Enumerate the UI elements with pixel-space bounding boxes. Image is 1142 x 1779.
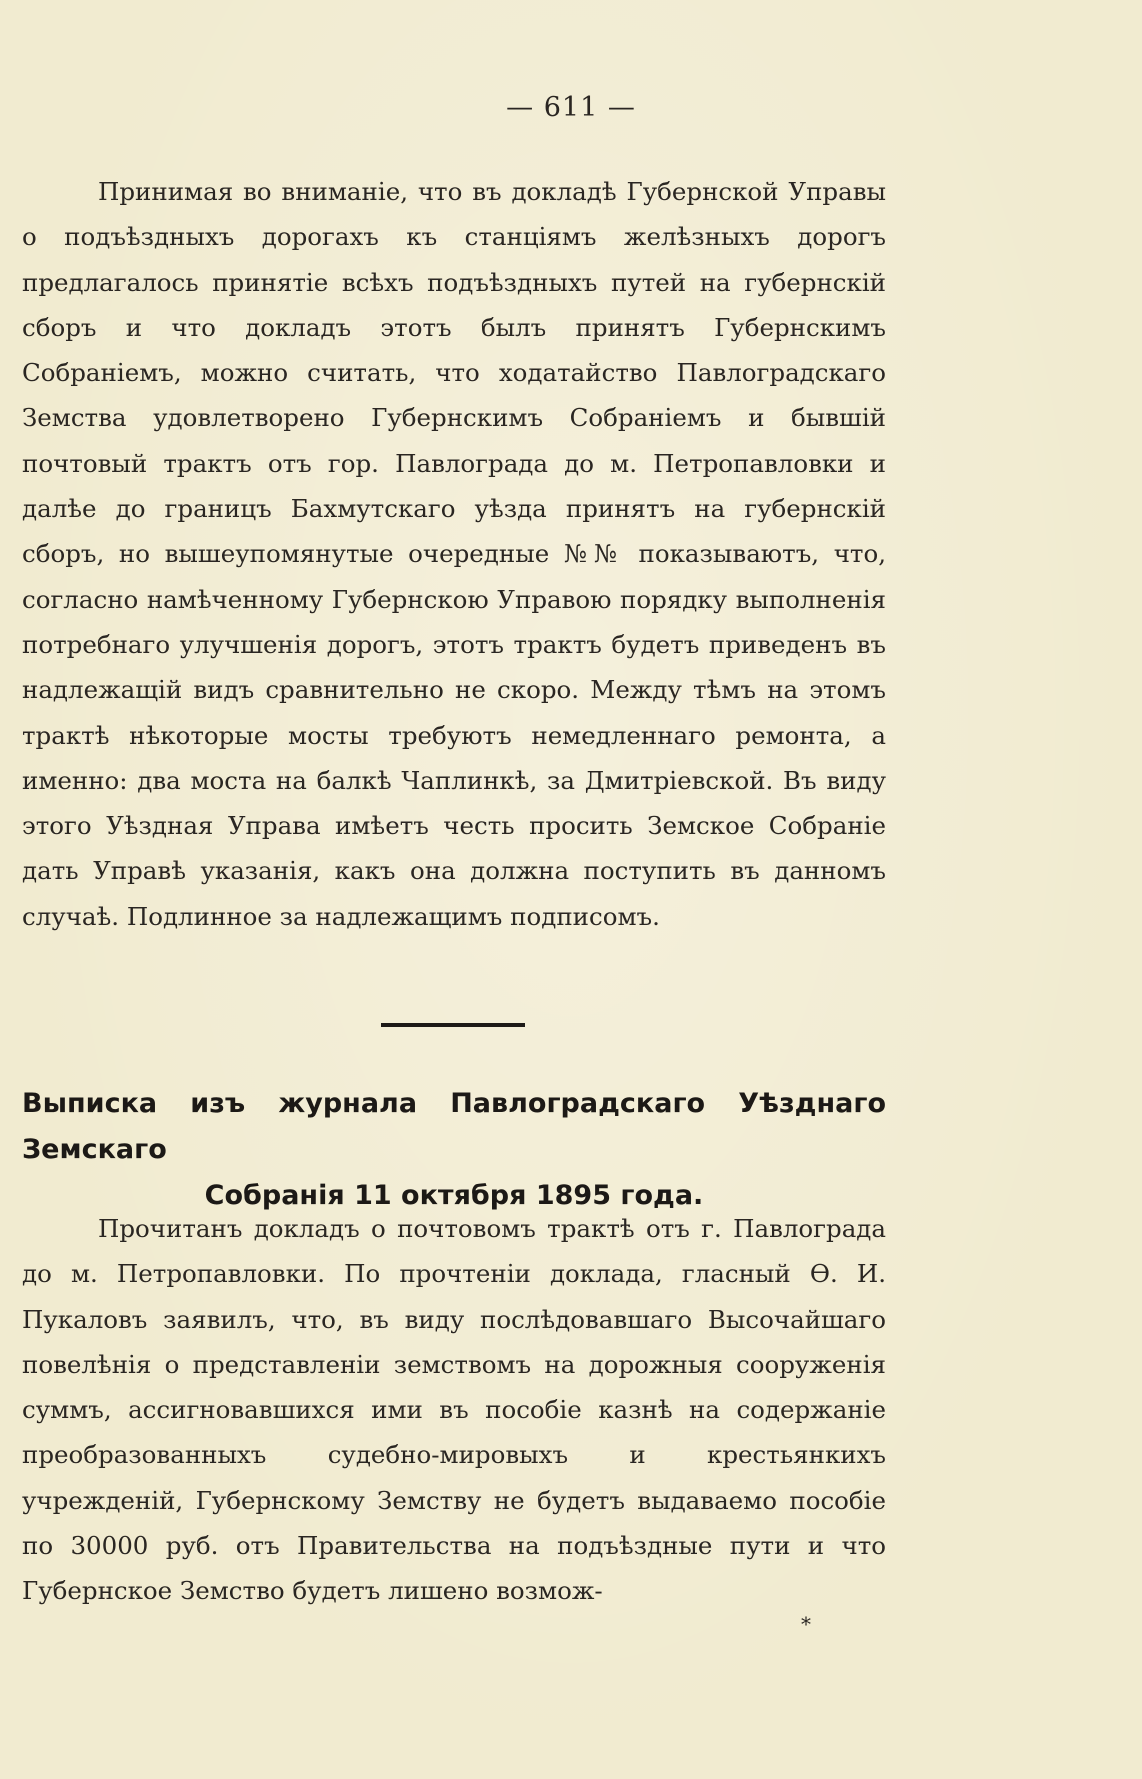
paragraph-2-text: Прочитанъ докладъ о почтовомъ трактѣ отъ г. Павлограда до м. Петропавловки. По прочтеніи доклада, гласный Ѳ. И. Пукаловъ заявилъ, что, въ виду послѣдовавшаго Высочайшаго повелѣнія о представленіи земствомъ на дорожныя сооруженія суммъ, ассигновавшихся ими въ пособіе казнѣ на содержаніе преобразованныхъ судебно-мировыхъ и крестьянкихъ учрежденій, Губернскому Земству не будетъ выдаваемо пособіе по 30000 руб. отъ Правительства на подъѣздные пути и что Губернское Земство будетъ лишено возмож- <box>22 1214 886 1606</box>
paragraph-1 <box>22 169 886 939</box>
footer-mark: * <box>801 1612 811 1636</box>
heading-line-1: Выписка изъ журнала Павлоградскаго Уѣзднаго Земскаго <box>22 1088 886 1165</box>
paragraph-2 <box>22 1206 886 1614</box>
section-separator <box>381 1023 525 1027</box>
heading-line-2: Собранія 11 октября 1895 года. <box>204 1180 704 1211</box>
paragraph-1-text: Принимая во вниманіе, что въ докладѣ Губернской Управы о подъѣздныхъ дорогахъ къ станціямъ желѣзныхъ дорогъ предлагалось принятіе всѣхъ подъѣздныхъ путей на губернскій сборъ и что докладъ этотъ былъ принятъ Губернскимъ Собраніемъ, можно считать, что ходатайство Павлоградскаго Земства удовлетворено Губернскимъ Собраніемъ и бывшій почтовый трактъ отъ гор. Павлограда до м. Петропавловки и далѣе до границъ Бахмутскаго уѣзда принятъ на губернскій сборъ, но вышеупомянутые очередные №№ показываютъ, что, согласно намѣченному Губернскою Управою порядку выполненія потребнаго улучшенія дорогъ, этотъ трактъ будетъ приведенъ въ надлежащій видъ сравнительно не скоро. Между тѣмъ на этомъ трактѣ нѣкоторые мосты требуютъ немедленнаго ремонта, а именно: два моста на балкѣ Чаплинкѣ, за Дмитріевской. Въ виду этого Уѣздная Управа имѣетъ честь просить Земское Собраніе дать Управѣ указанія, какъ она должна поступить въ данномъ случаѣ. Подлинное за надлежащимъ подписомъ. <box>22 177 886 931</box>
page-number: — 611 — <box>506 92 636 123</box>
section-heading <box>22 1081 886 1219</box>
